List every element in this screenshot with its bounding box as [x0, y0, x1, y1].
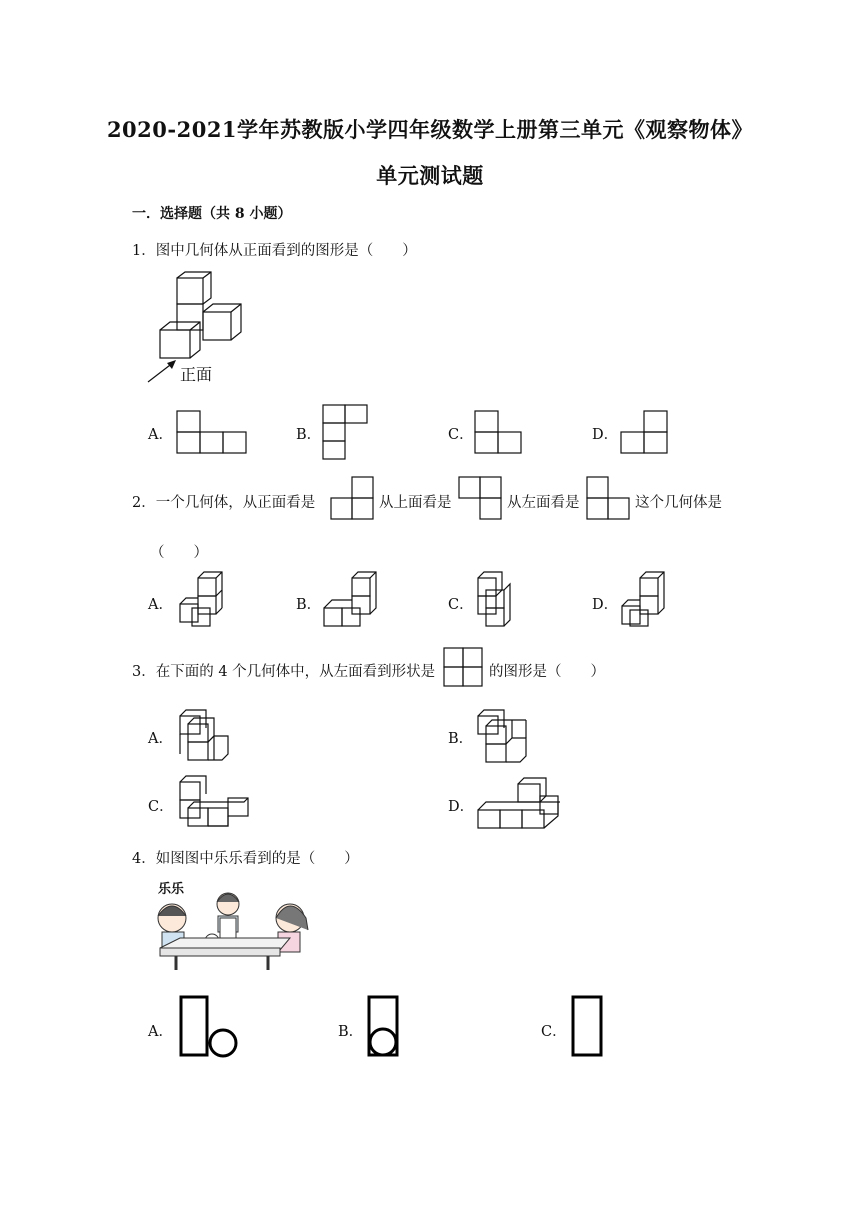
question-1-text: 1．图中几何体从正面看到的图形是（ ） [132, 243, 417, 259]
q2-top-view-figure [458, 476, 506, 522]
lele-name-label: 乐乐 [158, 882, 185, 897]
q3-left-view-figure [443, 647, 487, 691]
q4-option-b[interactable]: B． [338, 1024, 364, 1040]
q4-option-a-figure [178, 994, 242, 1060]
q1-option-a-figure [176, 410, 248, 456]
q3-option-a-figure [176, 704, 236, 766]
section-heading: 一．选择题（共 8 小题） [132, 206, 292, 222]
q2-option-a[interactable]: A． [148, 597, 173, 613]
question-3-part1: 3．在下面的 4 个几何体中，从左面看到形状是 [132, 664, 436, 680]
front-label: 正面 [180, 365, 213, 384]
q3-option-c-figure [176, 772, 252, 834]
q2-option-a-figure [176, 568, 232, 630]
question-2-part2: 从上面看是 [379, 495, 452, 511]
q4-option-b-figure [366, 994, 406, 1060]
q2-left-view-figure [586, 476, 634, 522]
q1-option-c-figure [474, 410, 524, 456]
question-4-text: 4．如图图中乐乐看到的是（ ） [132, 851, 359, 867]
q4-option-c[interactable]: C． [541, 1024, 567, 1040]
q3-option-c[interactable]: C． [148, 799, 174, 815]
q3-option-b-figure [474, 704, 534, 766]
page-subtitle: 单元测试题 [376, 163, 484, 188]
q2-option-d-figure [618, 568, 672, 630]
q1-option-d-figure [620, 410, 670, 456]
q3-option-d-figure [476, 776, 564, 832]
q3-option-b[interactable]: B． [448, 731, 474, 747]
q1-option-b[interactable]: B． [296, 427, 322, 443]
question-3-part2: 的图形是（ ） [489, 664, 605, 680]
q3-option-a[interactable]: A． [148, 731, 173, 747]
page-title: 2020-2021学年苏教版小学四年级数学上册第三单元《观察物体》 [106, 117, 754, 142]
q4-option-a[interactable]: A． [148, 1024, 173, 1040]
q3-option-d[interactable]: D． [448, 799, 475, 815]
q2-option-c[interactable]: C． [448, 597, 474, 613]
q1-option-a[interactable]: A． [148, 427, 173, 443]
q4-option-c-figure [570, 994, 606, 1060]
q2-option-b[interactable]: B． [296, 597, 322, 613]
q2-option-c-figure [472, 568, 524, 630]
q1-option-b-figure [322, 404, 370, 460]
question-2-part1: 2．一个几何体，从正面看是 [132, 495, 316, 511]
q2-front-view-figure [330, 476, 378, 522]
q1-option-d[interactable]: D． [592, 427, 619, 443]
q4-scene-illustration [140, 878, 320, 978]
q2-option-d[interactable]: D． [592, 597, 619, 613]
question-2-part3: 从左面看是 [507, 495, 580, 511]
question-2-answer-paren: （ ） [150, 545, 208, 561]
q1-option-c[interactable]: C． [448, 427, 474, 443]
question-2-part4: 这个几何体是 [635, 495, 722, 511]
q2-option-b-figure [322, 568, 382, 630]
